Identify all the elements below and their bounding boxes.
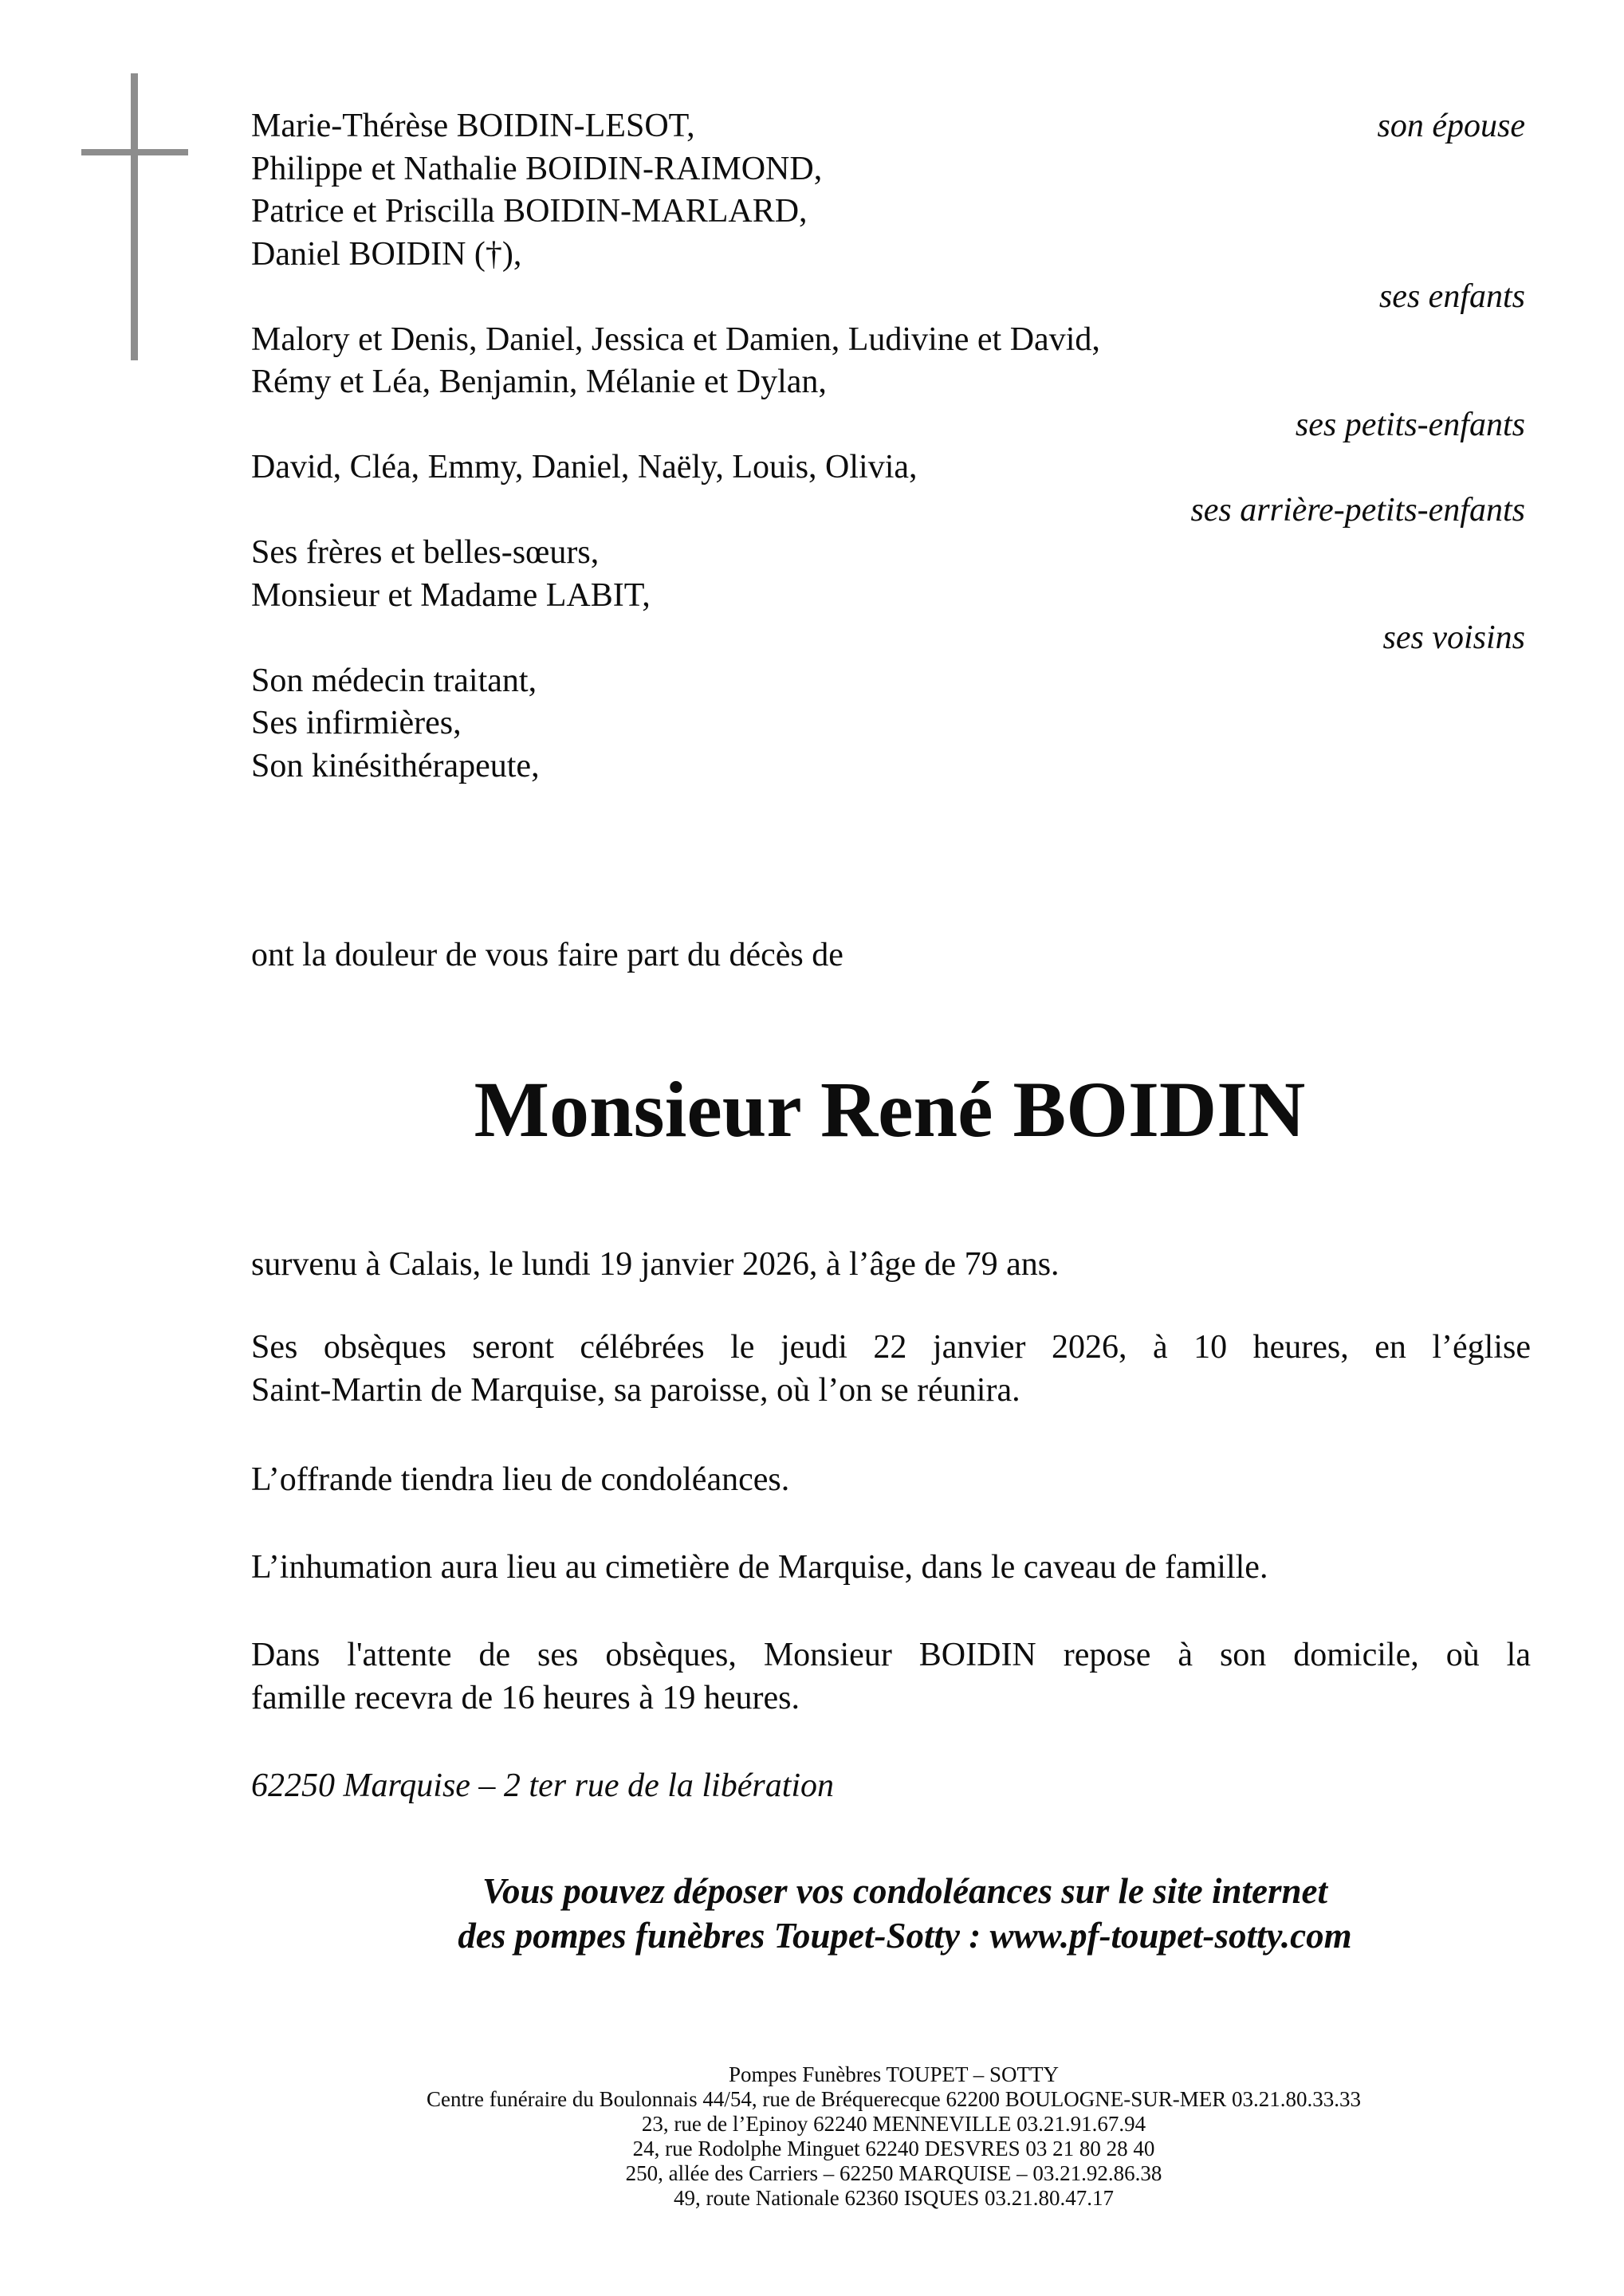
relatives-row — [251, 446, 1525, 489]
relative-names: Ses frères et belles-sœurs, — [251, 534, 600, 571]
relatives-row — [251, 276, 1525, 319]
condolences-line-2: des pompes funèbres Toupet-Sotty : www.pf-toupet-sotty.com — [458, 1916, 1352, 1956]
funeral-home-location: 24, rue Rodolphe Minguet 62240 DESVRES 03 21 80 28 40 — [632, 2137, 1155, 2160]
death-info-text: survenu à Calais, le lundi 19 janvier 2026, à l’âge de 79 ans. — [251, 1246, 1060, 1283]
deceased-name-title: Monsieur René BOIDIN — [474, 1065, 1306, 1154]
relatives-row — [251, 575, 1525, 618]
relatives-row — [251, 191, 1525, 234]
relative-names: Patrice et Priscilla BOIDIN-MARLARD, — [251, 193, 808, 230]
relatives-row — [251, 660, 1525, 703]
relatives-block — [251, 105, 1525, 788]
relatives-row — [251, 234, 1525, 277]
relatives-row — [251, 148, 1525, 191]
offering-line: L’offrande tiendra lieu de condoléances. — [251, 1461, 790, 1498]
relative-names: Monsieur et Madame LABIT, — [251, 576, 651, 614]
funeral-home-name: Pompes Funèbres TOUPET – SOTTY — [728, 2062, 1060, 2086]
condolences-line-1: Vous pouvez déposer vos condoléances sur le site internet — [482, 1871, 1327, 1911]
funeral-line-2: Saint-Martin de Marquise, sa paroisse, où l’on se réunira. — [251, 1371, 1020, 1409]
intro-text: ont la douleur de vous faire part du décès de — [251, 937, 843, 973]
visitation-line-2: famille recevra de 16 heures à 19 heures. — [251, 1679, 800, 1716]
relative-names: Malory et Denis, Daniel, Jessica et Damien, Ludivine et David, — [251, 320, 1100, 358]
relatives-row — [251, 489, 1525, 533]
condolences-notice — [190, 1869, 1620, 1958]
relationship-label: ses arrière-petits-enfants — [1190, 491, 1525, 529]
memorial-cross-vertical-bar — [131, 73, 138, 360]
relatives-row — [251, 532, 1525, 575]
intro-line — [251, 934, 1531, 977]
funeral-home-location: 49, route Nationale 62360 ISQUES 03.21.80.47.17 — [674, 2186, 1114, 2210]
funeral-line-1: Ses obsèques seront célébrées le jeudi 22 janvier 2026, à 10 heures, en l’église — [251, 1329, 1531, 1366]
funeral-home-location: Centre funéraire du Boulonnais 44/54, rue de Bréquerecque 62200 BOULOGNE-SUR-MER 03.21.80.33.33 — [426, 2087, 1362, 2111]
relatives-row — [251, 404, 1525, 447]
visitation-line-1: Dans l'attente de ses obsèques, Monsieur BOIDIN repose à son domicile, où la — [251, 1637, 1531, 1673]
relative-names: Daniel BOIDIN (†), — [251, 235, 522, 273]
relative-names: Philippe et Nathalie BOIDIN-RAIMOND, — [251, 150, 823, 187]
funeral-home-location: 250, allée des Carriers – 62250 MARQUISE – 03.21.92.86.38 — [625, 2161, 1162, 2185]
relative-names: Ses infirmières, — [251, 705, 462, 741]
relatives-row — [251, 361, 1525, 404]
relatives-row — [251, 745, 1525, 788]
relatives-row — [251, 702, 1525, 745]
relative-names: Son kinésithérapeute, — [251, 747, 540, 784]
relatives-row — [251, 319, 1525, 362]
visitation-paragraph — [251, 1634, 1531, 1720]
home-address-line: 62250 Marquise – 2 ter rue de la libération — [251, 1767, 835, 1804]
funeral-paragraph — [251, 1327, 1531, 1412]
relationship-label: ses petits-enfants — [1295, 406, 1525, 443]
relative-names: Rémy et Léa, Benjamin, Mélanie et Dylan, — [251, 364, 827, 400]
relative-names: Son médecin traitant, — [251, 662, 537, 699]
relatives-row — [251, 105, 1525, 148]
death-info-line — [251, 1244, 1531, 1287]
funeral-home-footer — [163, 2062, 1624, 2211]
memorial-cross-horizontal-bar — [81, 149, 188, 155]
burial-line: L’inhumation aura lieu au cimetière de Marquise, dans le caveau de famille. — [251, 1549, 1268, 1586]
relative-names: Marie-Thérèse BOIDIN-LESOT, — [251, 108, 695, 144]
relatives-row — [251, 617, 1525, 660]
relative-names: David, Cléa, Emmy, Daniel, Naëly, Louis, Olivia, — [251, 449, 918, 486]
relationship-label: son épouse — [1377, 108, 1525, 144]
relationship-label: ses voisins — [1382, 619, 1525, 656]
funeral-home-location: 23, rue de l’Epinoy 62240 MENNEVILLE 03.21.91.67.94 — [641, 2112, 1146, 2136]
relationship-label: ses enfants — [1378, 278, 1525, 315]
